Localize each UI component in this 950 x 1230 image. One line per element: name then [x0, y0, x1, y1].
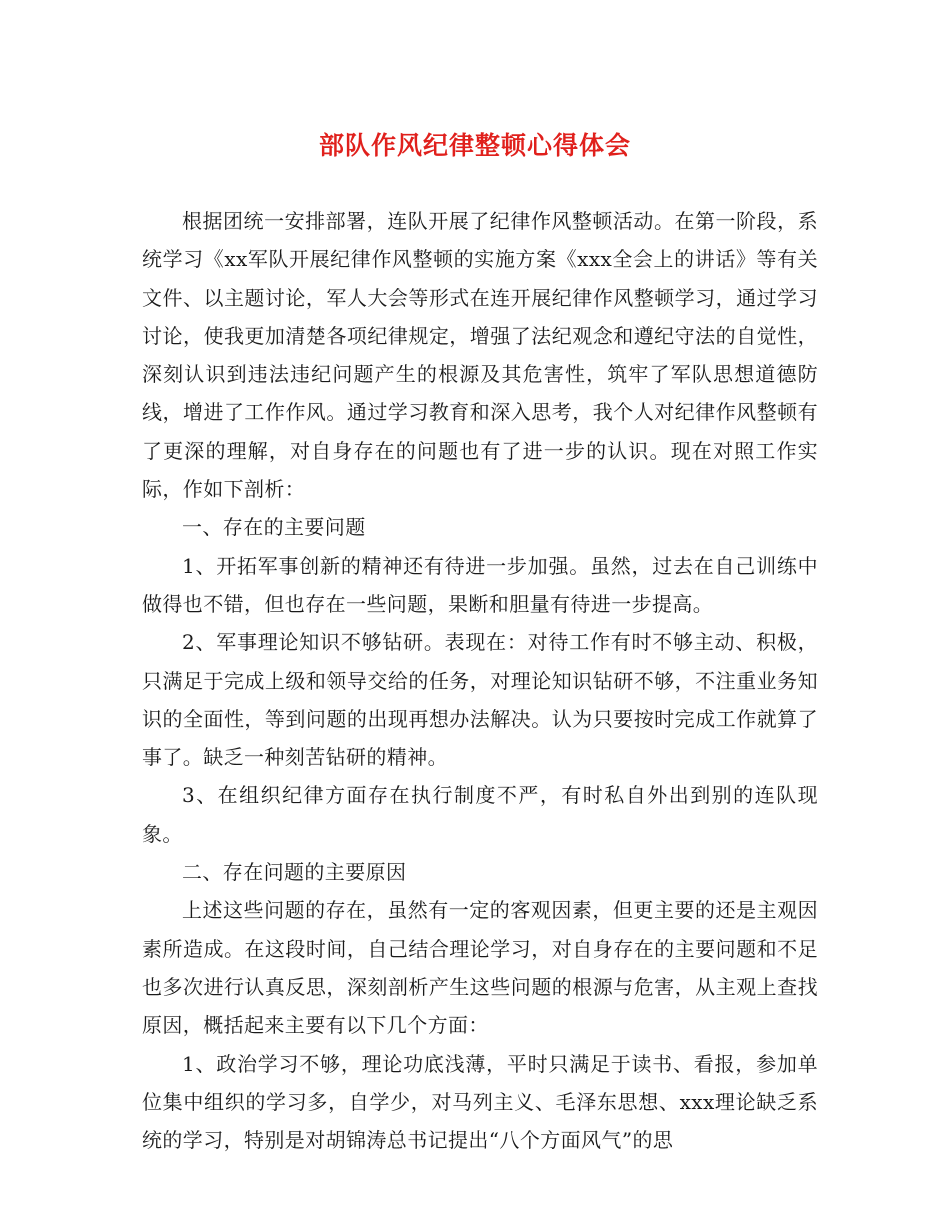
cause-item-1: 1、政治学习不够，理论功底浅薄，平时只满足于读书、看报，参加单位集中组织的学习多，自学少，对马列主义、毛泽东思想、xxx理论缺乏系统的学习，特别是对胡锦涛总书记提出“八个方面风气”的思 [142, 1051, 818, 1153]
problem-item-3: 3、在组织纪律方面存在执行制度不严，有时私自外出到别的连队现象。 [142, 783, 818, 846]
problem-item-1: 1、开拓军事创新的精神还有待进一步加强。虽然，过去在自己训练中做得也不错，但也存在一些问题，果断和胆量有待进一步提高。 [142, 553, 818, 616]
document-title: 部队作风纪律整顿心得体会 [318, 131, 631, 160]
intro-paragraph: 根据团统一安排部署，连队开展了纪律作风整顿活动。在第一阶段，系统学习《xx军队开展纪律作风整顿的实施方案《xxx全会上的讲话》等有关文件、以主题讨论，军人大会等形式在连开展纪律作风整顿学习，通过学习讨论，使我更加清楚各项纪律规定，增强了法纪观念和遵纪守法的自觉性，深刻认识到违法违纪问题产生的根源及其危害性，筑牢了军队思想道德防线，增进了工作作风。通过学习教育和深入思考，我个人对纪律作风整顿有了更深的理解，对自身存在的问题也有了进一步的认识。现在对照工作实际，作如下剖析： [142, 209, 818, 502]
section-heading-main-causes: 二、存在问题的主要原因 [182, 860, 407, 885]
problem-item-2: 2、军事理论知识不够钻研。表现在：对待工作有时不够主动、积极，只满足于完成上级和领导交给的任务，对理论知识钻研不够，不注重业务知识的全面性，等到问题的出现再想办法解决。认为只要按时完成工作就算了事了。缺乏一种刻苦钻研的精神。 [142, 630, 818, 770]
causes-intro-paragraph: 上述这些问题的存在，虽然有一定的客观因素，但更主要的还是主观因素所造成。在这段时间，自己结合理论学习，对自身存在的主要问题和不足也多次进行认真反思，深刻剖析产生这些问题的根源与危害，从主观上查找原因，概括起来主要有以下几个方面： [142, 898, 818, 1038]
document-body [142, 202, 818, 1159]
section-heading-main-problems: 一、存在的主要问题 [182, 515, 366, 540]
